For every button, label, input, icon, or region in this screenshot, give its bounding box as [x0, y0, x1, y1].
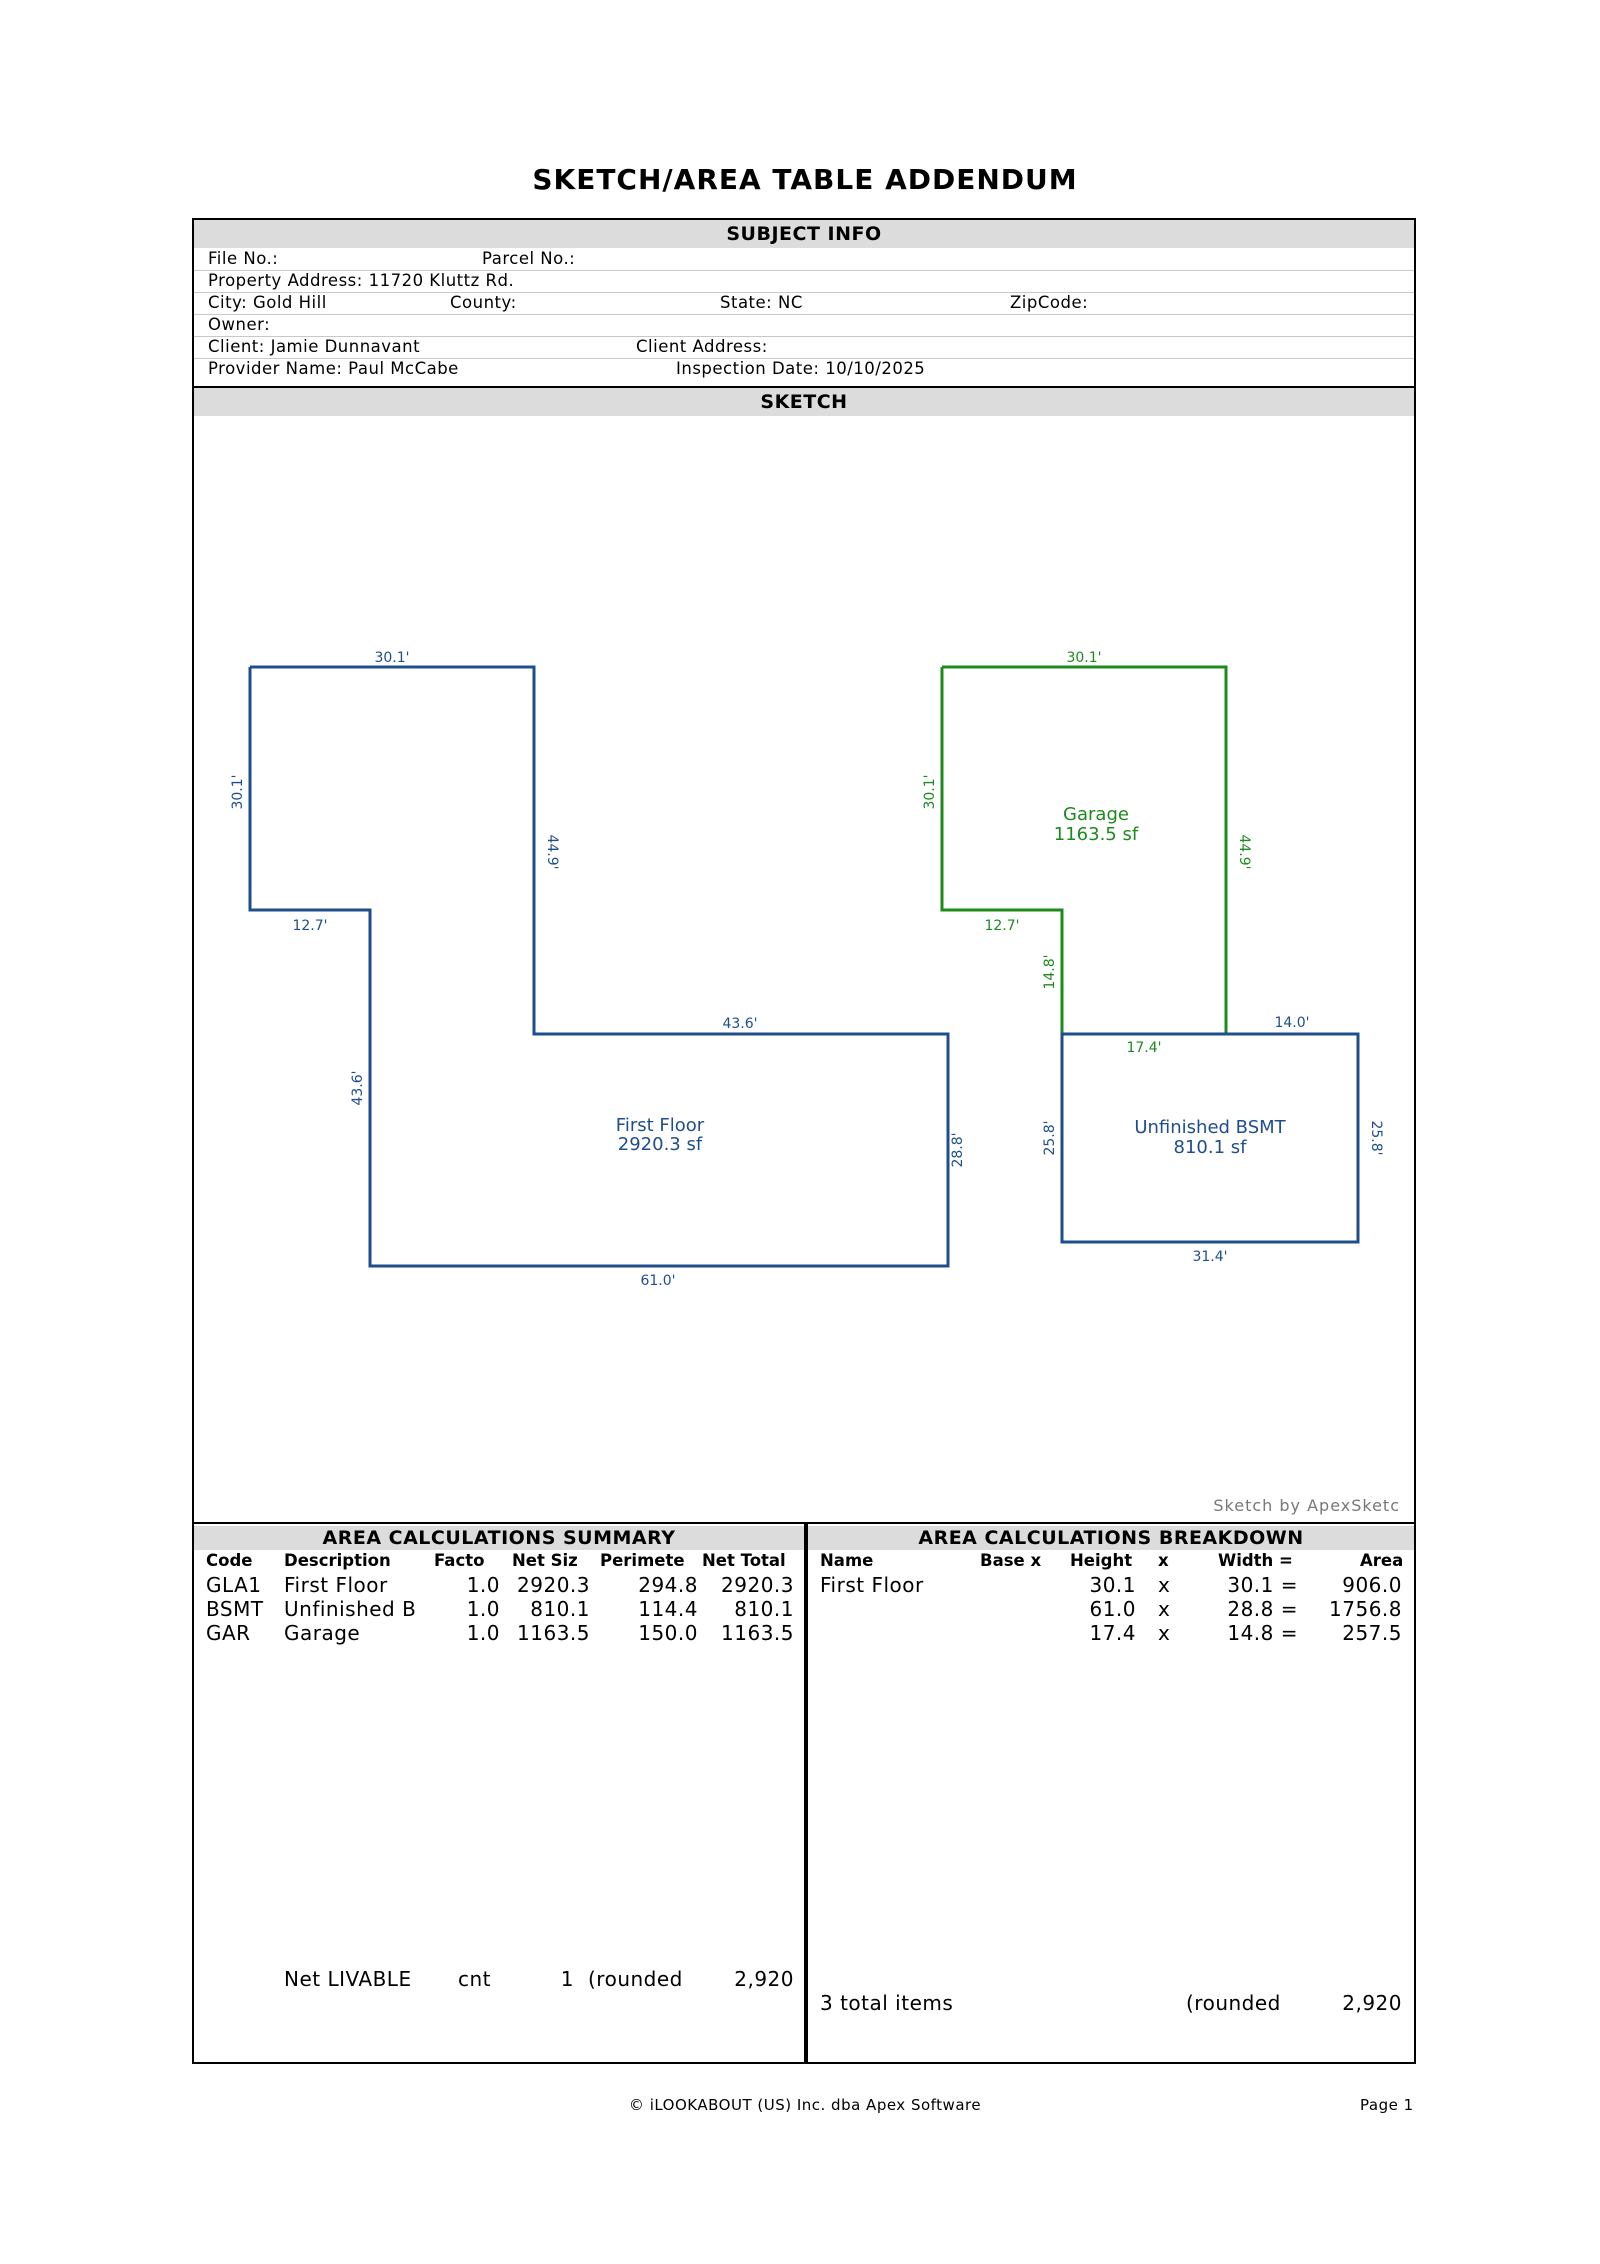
ff-area: 2920.3 sf — [617, 1134, 703, 1155]
floor-plan-sketch — [194, 220, 1414, 1520]
breakdown-width: 14.8 = — [1227, 1621, 1298, 1645]
breakdown-area: 1756.8 — [1329, 1597, 1402, 1621]
summary-col-factor: Facto — [434, 1551, 485, 1570]
breakdown-header: AREA CALCULATIONS BREAKDOWN — [808, 1526, 1414, 1550]
breakdown-total-items: 3 total items — [820, 1991, 954, 2015]
bsmt-dim-left: 25.8' — [1042, 1120, 1058, 1156]
bsmt-dim-right: 25.8' — [1368, 1120, 1384, 1156]
summary-factor: 1.0 — [466, 1597, 500, 1621]
gar-dim-step: 12.7' — [984, 918, 1020, 934]
summary-perimeter: 150.0 — [638, 1621, 698, 1645]
gar-dim-top: 30.1' — [1066, 650, 1102, 666]
summary-net-size: 1163.5 — [517, 1621, 590, 1645]
city: City: Gold Hill — [208, 293, 327, 312]
ff-dim-left-upper: 30.1' — [230, 774, 246, 810]
summary-code: BSMT — [206, 1597, 264, 1621]
breakdown-col-name: Name — [820, 1551, 874, 1570]
net-livable-label: Net LIVABLE — [284, 1967, 412, 1991]
breakdown-height: 30.1 — [1089, 1573, 1136, 1597]
gar-dim-left-upper: 30.1' — [922, 774, 938, 810]
breakdown-height: 17.4 — [1089, 1621, 1136, 1645]
breakdown-area: 257.5 — [1342, 1621, 1402, 1645]
summary-description: Garage — [284, 1621, 361, 1645]
column-divider — [804, 1524, 808, 2064]
gar-dim-right: 44.9' — [1236, 834, 1252, 870]
owner: Owner: — [208, 315, 271, 334]
sketch-header: SKETCH — [194, 388, 1414, 416]
ff-dim-right-lower: 28.8' — [950, 1132, 966, 1168]
breakdown-x: x — [1158, 1573, 1171, 1597]
breakdown-col-area: Area — [1360, 1551, 1404, 1570]
summary-col-code: Code — [206, 1551, 253, 1570]
bsmt-dim-bottom: 31.4' — [1192, 1249, 1228, 1265]
summary-net-total: 1163.5 — [721, 1621, 794, 1645]
net-livable-cnt: 1 — [560, 1967, 574, 1991]
summary-net-total: 2920.3 — [721, 1573, 794, 1597]
summary-col-net-size: Net Siz — [512, 1551, 578, 1570]
summary-net-size: 810.1 — [530, 1597, 590, 1621]
page-number: Page 1 — [1360, 2096, 1414, 2114]
summary-header: AREA CALCULATIONS SUMMARY — [194, 1526, 804, 1550]
breakdown-total: 2,920 — [1342, 1991, 1402, 2015]
page-title: SKETCH/AREA TABLE ADDENDUM — [532, 163, 1078, 196]
summary-code: GAR — [206, 1621, 251, 1645]
net-livable-rounded: (rounded — [588, 1967, 683, 1991]
breakdown-rounded: (rounded — [1186, 1991, 1281, 2015]
summary-col-net-total: Net Total — [702, 1551, 786, 1570]
footer-copyright: © iLOOKABOUT (US) Inc. dba Apex Software — [628, 2096, 982, 2114]
gar-dim-inner-top: 17.4' — [1126, 1040, 1162, 1056]
bsmt-name: Unfinished BSMT — [1134, 1117, 1286, 1138]
breakdown-col-x: x — [1158, 1551, 1169, 1570]
ff-dim-step: 12.7' — [292, 918, 328, 934]
summary-description: First Floor — [284, 1573, 388, 1597]
inspection-date: Inspection Date: 10/10/2025 — [676, 359, 926, 378]
zipcode: ZipCode: — [1010, 293, 1089, 312]
summary-net-size: 2920.3 — [517, 1573, 590, 1597]
client: Client: Jamie Dunnavant — [208, 337, 421, 356]
addendum-frame — [192, 218, 1416, 2064]
first-floor-outline — [250, 667, 948, 1266]
net-livable-total: 2,920 — [734, 1967, 794, 1991]
summary-perimeter: 294.8 — [638, 1573, 698, 1597]
subject-info-header: SUBJECT INFO — [194, 220, 1414, 248]
breakdown-x: x — [1158, 1621, 1171, 1645]
garage-name: Garage — [1063, 804, 1129, 825]
summary-code: GLA1 — [206, 1573, 262, 1597]
summary-perimeter: 114.4 — [638, 1597, 698, 1621]
file-no: File No.: — [208, 249, 279, 268]
breakdown-width: 28.8 = — [1227, 1597, 1298, 1621]
breakdown-col-base: Base x — [980, 1551, 1042, 1570]
breakdown-name: First Floor — [820, 1573, 924, 1597]
gar-dim-left-lower: 14.8' — [1042, 954, 1058, 990]
net-livable-cnt-label: cnt — [458, 1967, 492, 1991]
sketch-credit: Sketch by ApexSketc — [1213, 1496, 1400, 1515]
summary-factor: 1.0 — [466, 1573, 500, 1597]
state: State: NC — [720, 293, 803, 312]
client-address: Client Address: — [636, 337, 768, 356]
summary-factor: 1.0 — [466, 1621, 500, 1645]
ff-dim-inner-top: 43.6' — [722, 1016, 758, 1032]
bsmt-dim-top-right: 14.0' — [1274, 1015, 1310, 1031]
ff-dim-inner-vertical: 44.9' — [544, 834, 560, 870]
ff-dim-left-lower: 43.6' — [350, 1070, 366, 1106]
garage-outline — [942, 667, 1226, 1034]
property-address: Property Address: 11720 Kluttz Rd. — [208, 271, 515, 290]
breakdown-width: 30.1 = — [1227, 1573, 1298, 1597]
summary-description: Unfinished B — [284, 1597, 417, 1621]
breakdown-height: 61.0 — [1089, 1597, 1136, 1621]
ff-dim-bottom: 61.0' — [640, 1273, 676, 1289]
summary-col-description: Description — [284, 1551, 391, 1570]
breakdown-col-width: Width = — [1218, 1551, 1293, 1570]
ff-dim-top: 30.1' — [374, 650, 410, 666]
summary-col-perimeter: Perimete — [600, 1551, 685, 1570]
bsmt-area: 810.1 sf — [1173, 1137, 1247, 1158]
breakdown-col-height: Height — [1070, 1551, 1133, 1570]
provider-name: Provider Name: Paul McCabe — [208, 359, 459, 378]
summary-net-total: 810.1 — [734, 1597, 794, 1621]
breakdown-area: 906.0 — [1342, 1573, 1402, 1597]
ff-name: First Floor — [615, 1115, 705, 1136]
parcel-no: Parcel No.: — [482, 249, 576, 268]
county: County: — [450, 293, 517, 312]
breakdown-x: x — [1158, 1597, 1171, 1621]
garage-area: 1163.5 sf — [1053, 824, 1139, 845]
